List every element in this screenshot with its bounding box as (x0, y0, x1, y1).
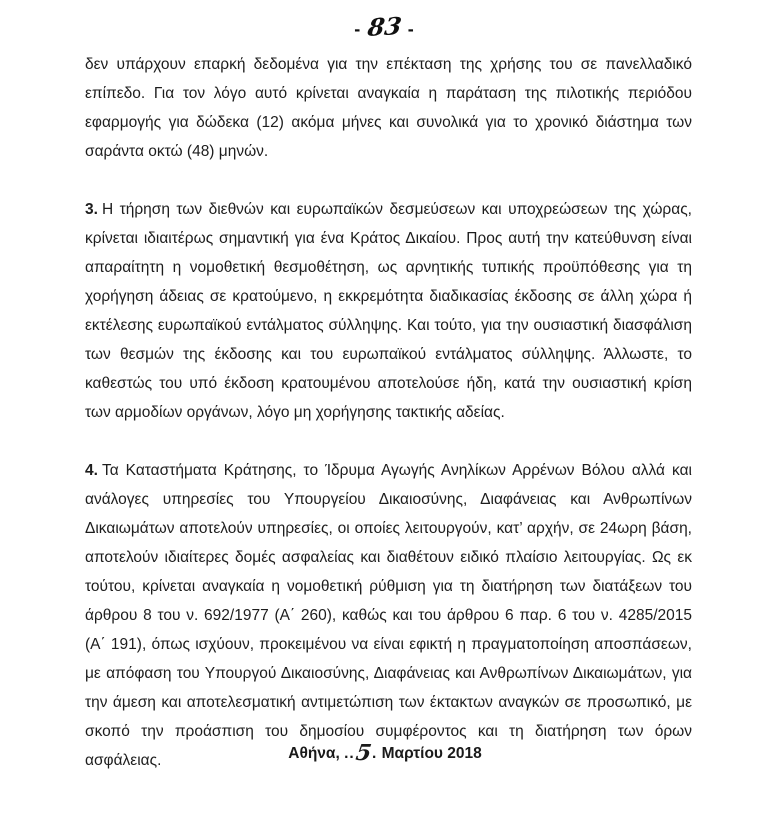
date-day-handwritten: 5 (353, 740, 373, 766)
date-month-year: Μαρτίου 2018 (381, 745, 482, 762)
paragraph-number: 4. (85, 462, 98, 479)
paragraph-continuation (85, 50, 692, 166)
date-dots-before: .. (344, 745, 355, 762)
paragraph-text: Τα Καταστήματα Κράτησης, το Ίδρυμα Αγωγής Ανηλίκων Αρρένων Βόλου αλλά και ανάλογες υπηρεσίες του Υπουργείου Δικαιοσύνης, Διαφάνειας και Ανθρωπίνων Δικαιωμάτων αποτελούν υπηρεσίες, οι οποίες λειτουργούν, κατ’ αρχήν, σε 24ωρη βάση, αποτελούν ιδιαίτερες δομές ασφαλείας και διαθέτουν ειδικό πλαίσιο λειτουργίας. Ως εκ τούτου, κρίνεται αναγκαία η νομοθετική ρύθμιση για τη διατήρηση των διατάξεων του άρθρου 8 του ν. 692/1977 (Α΄ 260), καθώς και του άρθρου 6 παρ. 6 του ν. 4285/2015 (Α΄ 191), όπως ισχύουν, προκειμένου να είναι εφικτή η πραγματοποίηση αποσπάσεων, με απόφαση του Υπουργού Δικαιοσύνης, Διαφάνειας και Ανθρωπίνων Δικαιωμάτων, για την άμεση και αποτελεσματική αντιμετώπιση των έκτακτων αναγκών σε προσωπικό, με σκοπό την προάσπιση του δημοσίου συμφέροντος και τη διατήρηση των όρων ασφάλειας. (85, 462, 692, 769)
page-number-dash-right: - (407, 19, 416, 39)
date-city: Αθήνα, (288, 745, 340, 762)
paragraph-4 (85, 456, 692, 775)
paragraph-text: δεν υπάρχουν επαρκή δεδομένα για την επέκταση της χρήσης του σε πανελλαδικό επίπεδο. Για τον λόγο αυτό κρίνεται αναγκαία η παράταση της πιλοτικής περιόδου εφαρμογής για δώδεκα (12) ακόμα μήνες και συνολικά για το χρονικό διάστημα των σαράντα οκτώ (48) μηνών. (85, 56, 692, 160)
page-number-dash-left: - (354, 19, 363, 39)
document-body (85, 50, 692, 804)
paragraph-text: Η τήρηση των διεθνών και ευρωπαϊκών δεσμεύσεων και υποχρεώσεων της χώρας, κρίνεται ιδιαιτέρως σημαντική για ένα Κράτος Δικαίου. Προς αυτή την κατεύθυνση είναι απαραίτητη η νομοθετική θεσμοθέτηση, ως αρνητικής τυπικής προϋπόθεσης για τη χορήγηση άδειας σε κρατούμενο, η εκκρεμότητα διαδικασίας έκδοσης σε άλλη χώρα ή εκτέλεσης ευρωπαϊκού εντάλματος σύλληψης. Και τούτο, για την ουσιαστική διασφάλιση των θεσμών της έκδοσης και του ευρωπαϊκού εντάλματος σύλληψης. Άλλωστε, το καθεστώς του υπό έκδοση κρατουμένου αποτελούσε ήδη, κατά την ουσιαστική κρίση των αρμοδίων οργάνων, λόγο μη χορήγησης τακτικής αδείας. (85, 201, 692, 421)
paragraph-number: 3. (85, 201, 98, 218)
date-line (0, 738, 770, 764)
date-dots-after: . (372, 745, 378, 762)
paragraph-3 (85, 195, 692, 427)
page-number (0, 12, 770, 41)
page-number-value: 83 (366, 11, 404, 42)
